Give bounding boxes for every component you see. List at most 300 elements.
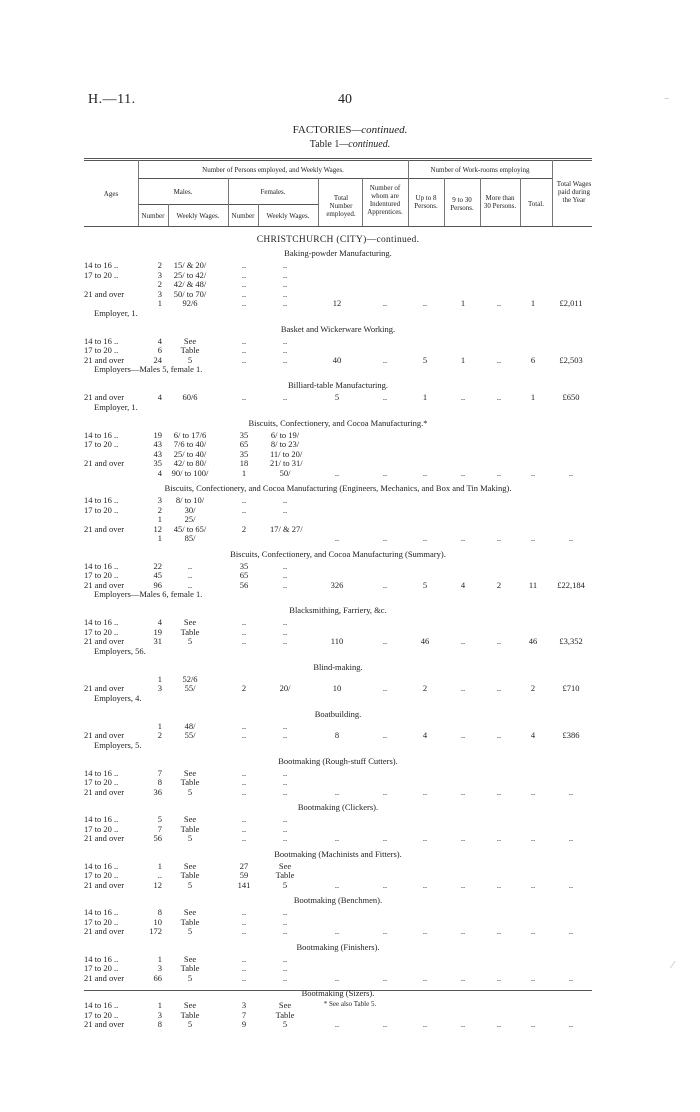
cell-total: ..	[334, 972, 340, 983]
cell-mnum: 2	[157, 730, 162, 740]
cell-r30: ..	[496, 926, 502, 936]
cell-fwage: ..	[282, 335, 288, 346]
cell-fwage: ..	[282, 392, 288, 402]
city-heading: CHRISTCHURCH (CITY)—continued.	[256, 235, 420, 245]
table-row	[84, 917, 592, 927]
trade-title: Bootmaking (Clickers).	[297, 802, 379, 812]
cell-up8: ..	[422, 786, 428, 797]
cell-rtot: 1	[530, 392, 536, 402]
cell-indent: ..	[382, 926, 388, 936]
employers-note: Employers, 5.	[94, 739, 142, 750]
cell-up8: ..	[422, 533, 428, 543]
table-row	[84, 430, 592, 440]
table-row	[84, 1010, 592, 1020]
cell-mnum: 45	[153, 570, 162, 580]
females-wages-header: Weekly Wages.	[266, 212, 310, 220]
cell-mnum: 7	[157, 767, 162, 778]
cell-age: 21 and over	[84, 392, 125, 402]
trade-block	[84, 605, 592, 656]
cell-mnum: 56	[153, 833, 162, 843]
cell-indent: ..	[382, 533, 388, 543]
cell-fnum: ..	[241, 767, 247, 778]
cell-paid: ..	[568, 1019, 574, 1029]
cell-mwage: 52/6	[182, 673, 198, 684]
cell-r9: ..	[460, 926, 466, 936]
cell-mwage: Table	[180, 345, 200, 355]
cell-total: 12	[332, 298, 342, 308]
trade-title: Basket and Wickerware Working.	[280, 323, 396, 334]
cell-age: 21 and over	[84, 972, 125, 983]
cell-fnum: ..	[241, 823, 247, 834]
cell-rtot: ..	[530, 926, 536, 936]
cell-mwage: See	[183, 617, 197, 627]
cell-r9: ..	[460, 879, 466, 890]
cell-fwage: ..	[282, 720, 288, 731]
cell-mnum: 8	[157, 907, 162, 917]
cell-mnum: 96	[153, 579, 162, 590]
cell-rtot: 2	[530, 683, 536, 693]
cell-fwage: ..	[282, 953, 288, 964]
cell-rtot: ..	[530, 533, 536, 543]
cell-r9: ..	[460, 730, 466, 740]
cell-paid: £22,184	[557, 579, 585, 590]
cell-age: 21 and over	[84, 683, 125, 693]
cell-mwage: Table	[180, 916, 200, 927]
margin-mark: ⁄	[672, 960, 674, 971]
cell-mwage: 45/ to 65/	[173, 523, 207, 534]
cell-fwage: ..	[282, 269, 288, 280]
cell-fnum: ..	[241, 916, 247, 927]
cell-mwage: See	[183, 814, 197, 824]
cell-mnum: 2	[157, 504, 162, 515]
cell-fwage: ..	[282, 833, 288, 843]
cell-age: 21 and over	[84, 288, 125, 299]
cell-age: 21 and over	[84, 636, 125, 646]
cell-mnum: 36	[153, 786, 162, 797]
cell-mwage: 8/ to 10/	[175, 495, 205, 505]
cell-mwage: 5	[187, 879, 193, 890]
table-row	[84, 345, 592, 355]
trade-title: Baking-powder Manufacturing.	[284, 248, 392, 258]
cell-r30: ..	[496, 298, 502, 308]
ages-header: Ages	[103, 190, 119, 198]
trade-block	[84, 324, 592, 375]
cell-fwage: ..	[282, 636, 288, 646]
cell-r30: ..	[496, 354, 502, 365]
table-row	[84, 768, 592, 778]
cell-r9: ..	[460, 392, 466, 402]
cell-indent: ..	[382, 636, 388, 646]
cell-up8: ..	[422, 879, 428, 890]
cell-fnum: ..	[241, 392, 247, 402]
cell-fwage: 5	[282, 879, 288, 890]
cell-mwage: 60/6	[182, 392, 198, 402]
table-row	[84, 870, 592, 880]
cell-rtot: ..	[530, 1019, 536, 1029]
cell-mnum: 3	[157, 288, 162, 299]
cell-paid: £3,352	[559, 636, 583, 646]
cell-mnum: 2	[157, 279, 162, 289]
cell-total: 326	[330, 579, 344, 590]
cell-fnum: 56	[239, 579, 249, 590]
males-wages-header: Weekly Wages.	[176, 212, 220, 220]
cell-mwage: See	[183, 335, 197, 346]
cell-up8: 46	[420, 636, 430, 646]
trade-block	[84, 895, 592, 936]
cell-age: 14 to 16 ..	[84, 814, 119, 824]
cell-fnum: ..	[241, 495, 247, 505]
females-header: Females.	[260, 188, 286, 196]
cell-indent: ..	[382, 298, 388, 308]
cell-mnum: 19	[153, 626, 162, 637]
cell-mnum: 43	[153, 448, 162, 459]
cell-fnum: 7	[241, 1009, 247, 1020]
cell-r30: ..	[496, 972, 502, 983]
table-row	[84, 458, 592, 468]
trade-title: Biscuits, Confectionery, and Cocoa Manufacturing (Engineers, Mechanics, and Box and Tin Making).	[164, 483, 512, 493]
table-row	[84, 580, 592, 590]
group-persons-header: Number of Persons employed, and Weekly Wages.	[202, 166, 344, 174]
cell-paid: ..	[568, 533, 574, 543]
cell-age: 21 and over	[84, 926, 125, 936]
cell-mwage: ..	[187, 579, 193, 590]
cell-mnum: 1	[157, 1000, 162, 1010]
cell-up8: ..	[422, 926, 428, 936]
cell-fnum: ..	[241, 833, 247, 843]
cell-indent: ..	[382, 730, 388, 740]
males-header: Males.	[173, 188, 193, 196]
trade-title: Bootmaking (Benchmen).	[293, 895, 383, 905]
cell-age: 14 to 16 ..	[84, 560, 119, 571]
cell-fnum: 59	[239, 870, 249, 880]
margin-mark: ⁻	[664, 96, 670, 107]
table-row	[84, 721, 592, 731]
cell-fnum: ..	[241, 298, 247, 308]
cell-fnum: ..	[241, 720, 247, 731]
cell-mnum: 31	[153, 636, 162, 646]
indentured-header: Number of whom are Indentured Apprentices.	[367, 184, 403, 216]
cell-r9: ..	[460, 1019, 466, 1029]
table-row	[84, 861, 592, 871]
trade-block	[84, 549, 592, 600]
table-row	[84, 279, 592, 289]
cell-rtot: ..	[530, 972, 536, 983]
cell-paid: ..	[568, 972, 574, 983]
cell-total: ..	[334, 833, 340, 843]
cell-mwage: See	[183, 907, 197, 917]
table-row	[84, 730, 592, 740]
cell-fnum: 65	[239, 570, 249, 580]
cell-age: 14 to 16 ..	[84, 617, 119, 627]
cell-mnum: 1	[157, 720, 162, 731]
cell-rtot: 11	[528, 579, 538, 590]
cell-mnum: 8	[157, 1019, 162, 1029]
cell-rtot: 6	[530, 354, 536, 365]
cell-indent: ..	[382, 354, 388, 365]
cell-rtot: ..	[530, 467, 536, 478]
cell-paid: ..	[568, 926, 574, 936]
table-row	[84, 880, 592, 890]
cell-total: 40	[332, 354, 342, 365]
cell-age: 14 to 16 ..	[84, 495, 119, 505]
cell-fwage: ..	[282, 767, 288, 778]
cell-r30: ..	[496, 683, 502, 693]
cell-fnum: ..	[241, 335, 247, 346]
trade-block	[84, 248, 592, 318]
page-title	[0, 124, 700, 136]
cell-age: 14 to 16 ..	[84, 907, 119, 917]
trade-title: Bootmaking (Rough-stuff Cutters).	[278, 755, 398, 766]
cell-indent: ..	[382, 879, 388, 890]
up-to-8-header: Up to 8 Persons.	[414, 194, 438, 210]
cell-fnum: ..	[241, 288, 247, 299]
cell-total: 110	[330, 636, 344, 646]
cell-rtot: 4	[530, 730, 536, 740]
cell-fnum: 35	[239, 560, 249, 571]
cell-mwage: 5	[187, 833, 193, 843]
cell-mnum: 5	[157, 814, 162, 824]
cell-mwage: Table	[180, 777, 200, 787]
cell-mwage: 92/6	[182, 298, 198, 308]
cell-up8: ..	[422, 1019, 428, 1029]
cell-age: 17 to 20 ..	[84, 916, 119, 927]
cell-fwage: ..	[282, 298, 288, 308]
table-row	[84, 1019, 592, 1029]
table-body	[84, 232, 592, 1035]
cell-fwage: ..	[282, 926, 288, 936]
cell-rtot: 1	[530, 298, 536, 308]
employers-note: Employers—Males 5, female 1.	[94, 364, 203, 374]
cell-r9: 1	[460, 354, 466, 365]
cell-rtot: ..	[530, 786, 536, 797]
trade-block	[84, 802, 592, 843]
cell-indent: ..	[382, 833, 388, 843]
cell-age: 21 and over	[84, 354, 125, 365]
table-row	[84, 449, 592, 459]
employers-note: Employer, 1.	[94, 307, 138, 318]
cell-mwage: ..	[187, 570, 193, 580]
cell-rtot: 46	[528, 636, 538, 646]
cell-r30: ..	[496, 533, 502, 543]
table-row	[84, 336, 592, 346]
cell-age: 17 to 20 ..	[84, 345, 119, 355]
nine-to-30-header: 9 to 30 Persons.	[450, 196, 474, 212]
table-row	[84, 777, 592, 787]
cell-paid: £386	[562, 730, 580, 740]
cell-age: 21 and over	[84, 879, 125, 890]
cell-mnum: 2	[157, 260, 162, 270]
cell-mwage: 55/	[184, 683, 196, 693]
cell-paid: ..	[568, 833, 574, 843]
cell-fnum: ..	[241, 260, 247, 270]
cell-up8: ..	[422, 833, 428, 843]
trade-title: Biscuits, Confectionery, and Cocoa Manufacturing.*	[248, 417, 428, 428]
table-row	[84, 636, 592, 646]
cell-age: 17 to 20 ..	[84, 439, 119, 449]
trade-title: Bootmaking (Machinists and Fitters).	[274, 848, 402, 859]
cell-fwage: ..	[282, 730, 288, 740]
cell-fwage: 50/	[279, 467, 291, 478]
cell-paid: £2,503	[559, 354, 583, 365]
cell-mwage: See	[183, 1000, 197, 1010]
cell-r9: ..	[460, 786, 466, 797]
cell-total: ..	[334, 879, 340, 890]
cell-total: ..	[334, 533, 340, 543]
cell-fnum: 35	[239, 429, 249, 440]
cell-fwage: ..	[282, 570, 288, 580]
more-than-30-header: More than 30 Persons.	[483, 194, 517, 210]
cell-mwage: 85/	[184, 533, 196, 543]
table-row	[84, 561, 592, 571]
subtitle-main: Table 1	[309, 139, 340, 150]
cell-mnum: 19	[153, 429, 162, 440]
cell-mwage: 50/ to 70/	[173, 288, 207, 299]
cell-age: 14 to 16 ..	[84, 429, 119, 440]
employers-note: Employers—Males 6, female 1.	[94, 589, 203, 599]
cell-r30: ..	[496, 1019, 502, 1029]
trade-title: Blacksmithing, Farriery, &c.	[289, 605, 387, 615]
cell-r9: 1	[460, 298, 466, 308]
rooms-total-header: Total.	[527, 200, 545, 208]
cell-fwage: 6/ to 19/	[270, 429, 300, 440]
cell-up8: 4	[422, 730, 428, 740]
table-row	[84, 533, 592, 543]
cell-mwage: 25/ to 40/	[173, 448, 207, 459]
cell-fwage: Table	[275, 870, 295, 880]
cell-total: ..	[334, 926, 340, 936]
cell-mnum: 35	[153, 458, 162, 468]
cell-fwage: ..	[282, 907, 288, 917]
cell-fnum: ..	[241, 907, 247, 917]
cell-total: 8	[334, 730, 340, 740]
table-row	[84, 683, 592, 693]
cell-fnum: ..	[241, 814, 247, 824]
table-subtitle	[0, 139, 700, 150]
table-row	[84, 617, 592, 627]
cell-fwage: ..	[282, 823, 288, 834]
cell-mwage: See	[183, 953, 197, 964]
cell-paid: £710	[562, 683, 580, 693]
cell-fnum: ..	[241, 354, 247, 365]
cell-age: 21 and over	[84, 579, 125, 590]
cell-fnum: ..	[241, 963, 247, 973]
cell-mnum: 1	[157, 533, 162, 543]
cell-mwage: 30/	[184, 504, 196, 515]
cell-mwage: 25/ to 42/	[173, 269, 207, 280]
trade-block	[84, 942, 592, 983]
cell-mwage: 42/ & 48/	[173, 279, 207, 289]
cell-fwage: 8/ to 23/	[270, 439, 300, 449]
cell-fwage: ..	[282, 617, 288, 627]
cell-mnum: 3	[157, 963, 162, 973]
cell-indent: ..	[382, 467, 388, 478]
cell-fwage: 21/ to 31/	[270, 458, 303, 468]
cell-mwage: 7/6 to 40/	[173, 439, 207, 449]
cell-age: 17 to 20 ..	[84, 570, 119, 580]
table-row	[84, 627, 592, 637]
table-row	[84, 495, 592, 505]
cell-mwage: 90/ to 100/	[171, 467, 209, 478]
cell-fwage: ..	[282, 972, 288, 983]
table-row	[84, 833, 592, 843]
cell-fwage: ..	[282, 626, 288, 637]
total-wages-header: Total Wages paid during the Year	[556, 180, 592, 204]
title-main: FACTORIES	[292, 124, 352, 136]
cell-fnum: 3	[241, 1000, 247, 1010]
cell-mwage: Table	[180, 823, 200, 834]
trade-title: Bootmaking (Finishers).	[296, 941, 380, 952]
subtitle-continued: —continued.	[339, 139, 391, 150]
cell-mnum: 4	[157, 335, 162, 346]
cell-mnum: ..	[157, 870, 162, 880]
cell-up8: ..	[422, 298, 428, 308]
cell-fnum: 9	[241, 1019, 247, 1029]
cell-r30: ..	[496, 730, 502, 740]
cell-r30: ..	[496, 879, 502, 890]
males-number-header: Number	[141, 212, 165, 220]
cell-mnum: 1	[157, 298, 162, 308]
trade-block	[84, 418, 592, 478]
cell-mwage: See	[183, 767, 197, 778]
cell-mnum: 43	[153, 439, 162, 449]
cell-fwage: ..	[282, 786, 288, 797]
cell-mwage: 5	[187, 972, 193, 983]
cell-indent: ..	[382, 972, 388, 983]
table-row	[84, 260, 592, 270]
cell-total: 5	[334, 392, 340, 402]
cell-fwage: ..	[282, 916, 288, 927]
cell-mnum: 1	[157, 514, 162, 524]
cell-fwage: ..	[282, 354, 288, 365]
cell-r30: ..	[496, 392, 502, 402]
cell-up8: 2	[422, 683, 428, 693]
cell-fwage: ..	[282, 279, 288, 289]
cell-mnum: 3	[157, 683, 162, 693]
table-row	[84, 907, 592, 917]
trade-title: Biscuits, Confectionery, and Cocoa Manufacturing (Summary).	[230, 548, 446, 559]
cell-r9: ..	[460, 467, 466, 478]
cell-fwage: Table	[275, 1009, 295, 1020]
cell-mnum: 4	[157, 392, 162, 402]
cell-r30: ..	[496, 833, 502, 843]
group-rooms-header: Number of Work-rooms employing	[430, 166, 530, 174]
cell-r9: ..	[460, 683, 466, 693]
cell-r9: ..	[460, 636, 466, 646]
cell-fnum: 2	[241, 523, 247, 534]
cell-mnum: 10	[153, 916, 162, 927]
table-row	[84, 674, 592, 684]
cell-mwage: Table	[180, 626, 200, 637]
total-employed-header: Total Number employed.	[326, 194, 356, 218]
cell-paid: ..	[568, 467, 574, 478]
table-row	[84, 524, 592, 534]
cell-mwage: 55/	[184, 730, 196, 740]
cell-fnum: ..	[241, 504, 247, 515]
cell-fwage: See	[278, 860, 292, 871]
cell-age: 14 to 16 ..	[84, 860, 119, 871]
cell-indent: ..	[382, 392, 388, 402]
cell-mwage: 42/ to 80/	[173, 458, 207, 468]
cell-fnum: ..	[241, 636, 247, 646]
cell-r9: 4	[460, 579, 466, 590]
cell-mwage: 5	[187, 636, 193, 646]
cell-fwage: ..	[282, 288, 288, 299]
trade-block	[84, 483, 592, 543]
cell-mnum: 3	[157, 1009, 162, 1020]
table-row	[84, 570, 592, 580]
cell-mwage: Table	[180, 963, 200, 973]
cell-mwage: 25/	[184, 514, 196, 524]
